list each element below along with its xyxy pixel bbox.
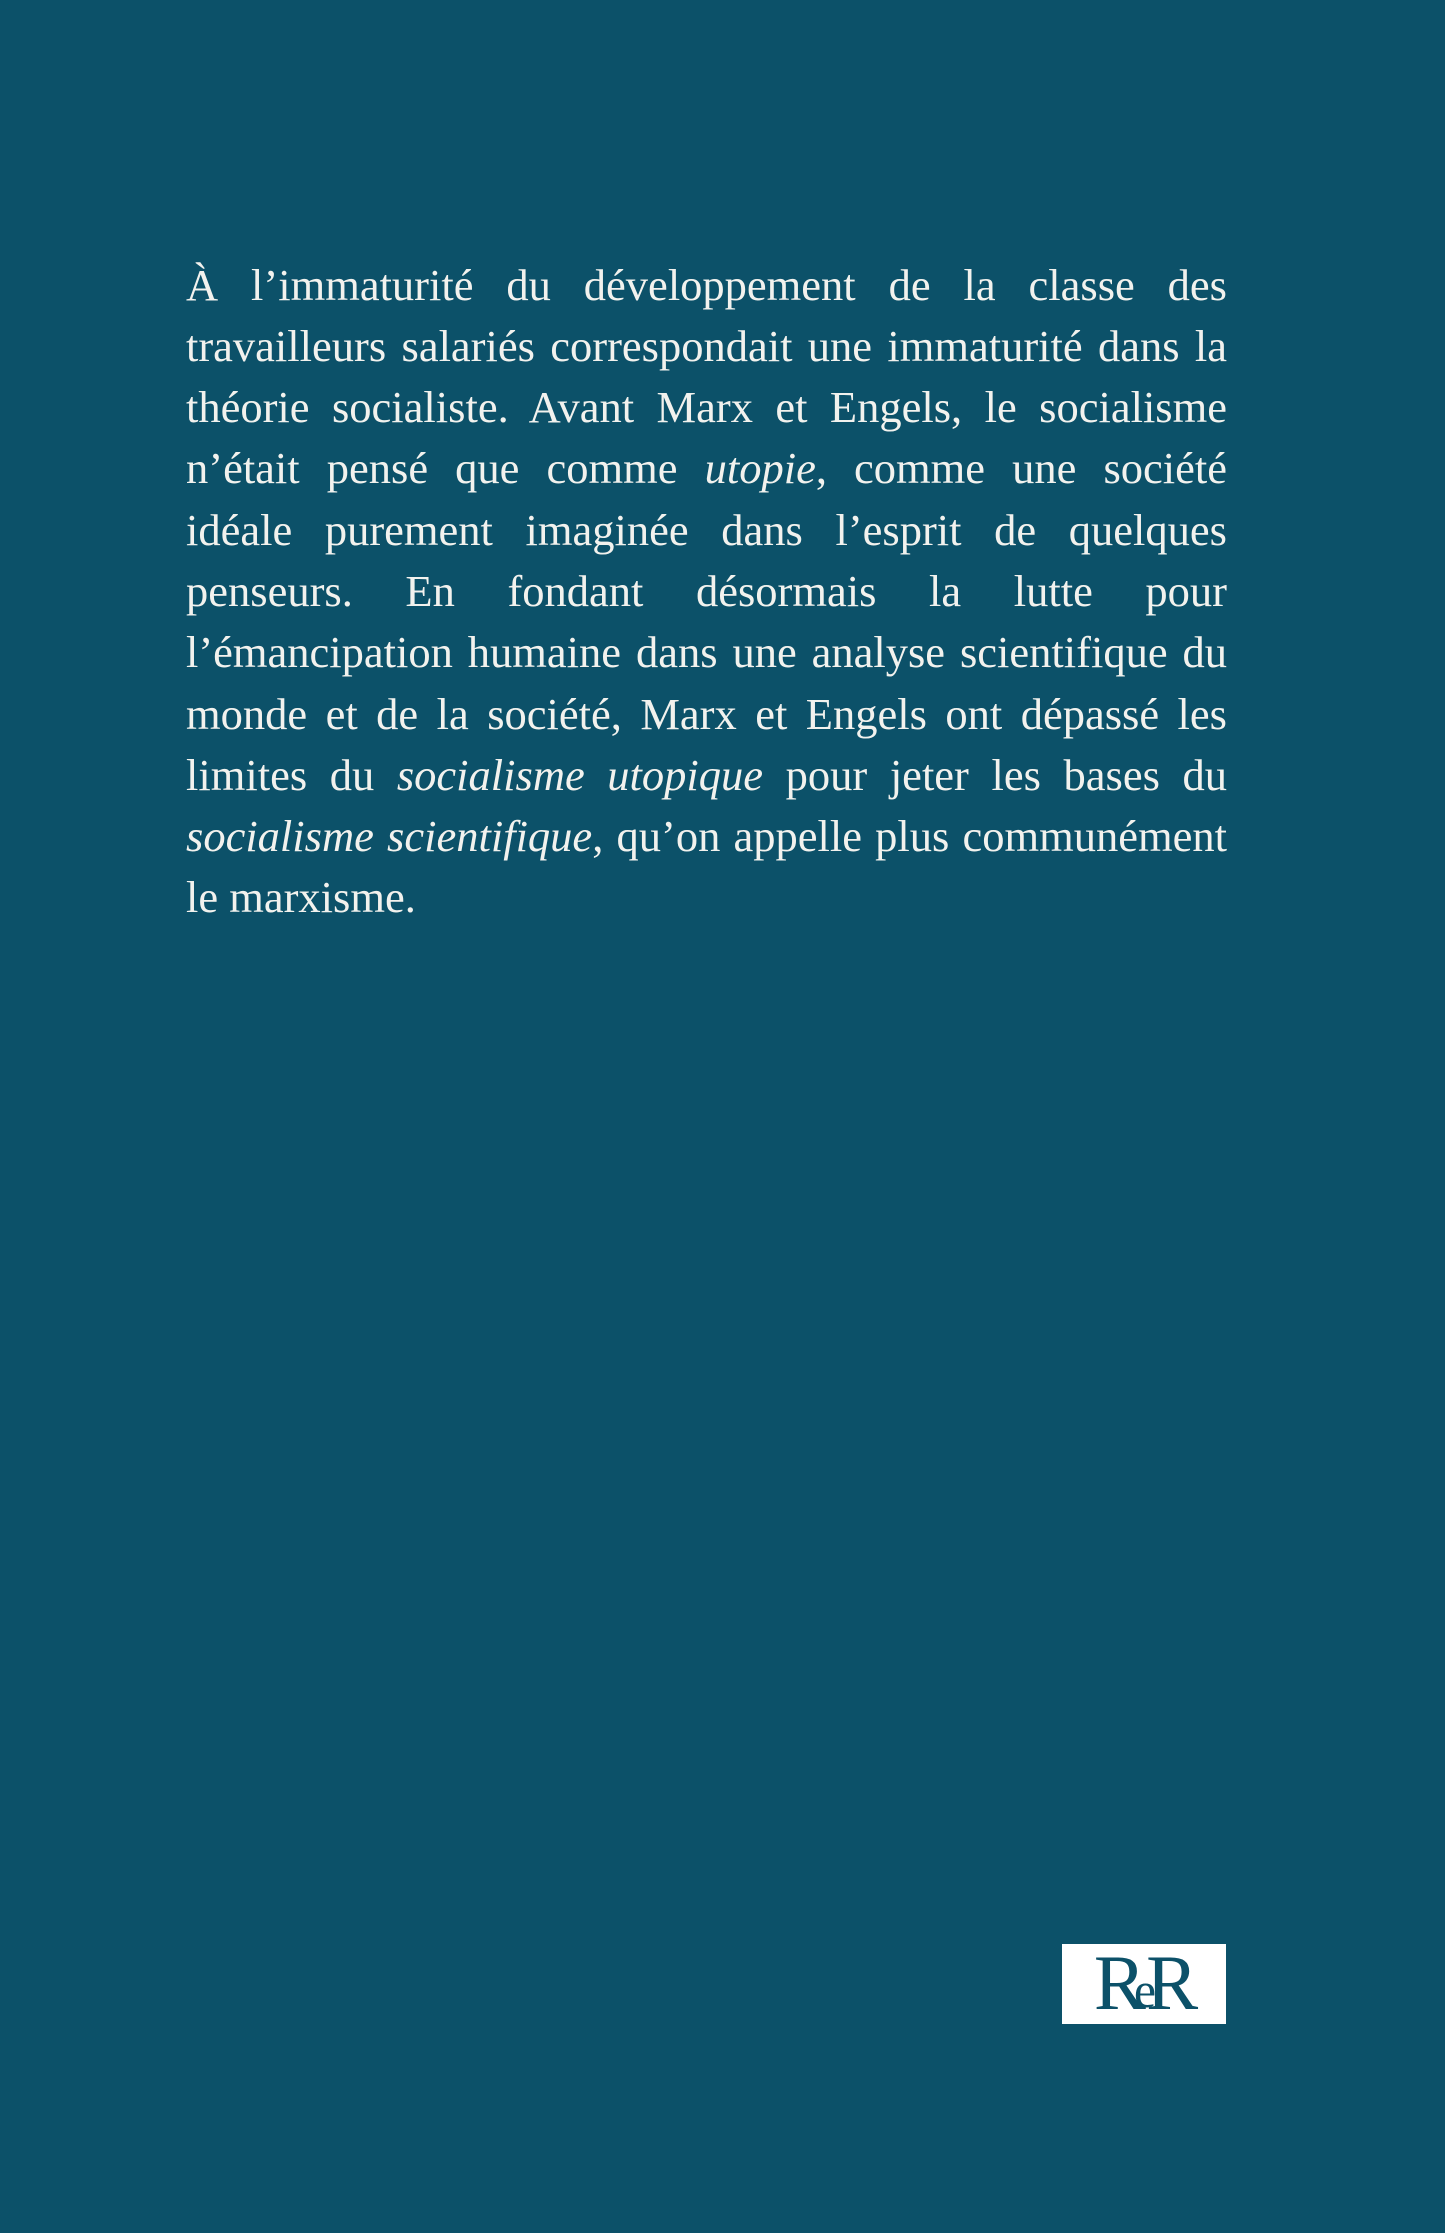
- blurb-emphasis-utopie: utopie: [704, 443, 816, 494]
- back-cover-blurb: [186, 255, 1227, 929]
- blurb-text: , comme une société idéale purement imaginée dans l’esprit de quelques penseurs. En fondant désormais la lutte pour l’émancipation humaine dans une analyse scientifique du monde et de la société, Marx et Engels ont dépassé les limites du: [186, 443, 1228, 800]
- logo-letter: e: [1133, 1961, 1147, 2018]
- blurb-text: pour jeter les bases du: [763, 749, 1228, 800]
- publisher-logo-mark: [1094, 1944, 1186, 2024]
- blurb-emphasis-socialisme-utopique: socialisme utopique: [396, 749, 764, 800]
- logo-letter: R: [1146, 1944, 1187, 2024]
- blurb-text: À l’immaturité du développement de la classe des travailleurs salariés correspondait une immaturité dans la théorie socialiste. Avant Marx et Engels, le socialisme n’était pensé que comme: [186, 259, 1227, 494]
- blurb-emphasis-socialisme-scientifique: socialisme scientifique: [186, 811, 593, 862]
- logo-letter: R: [1093, 1944, 1134, 2024]
- publisher-logo: [1062, 1944, 1226, 2024]
- blurb-text: , qu’on appelle plus communément le marxisme.: [186, 811, 1227, 923]
